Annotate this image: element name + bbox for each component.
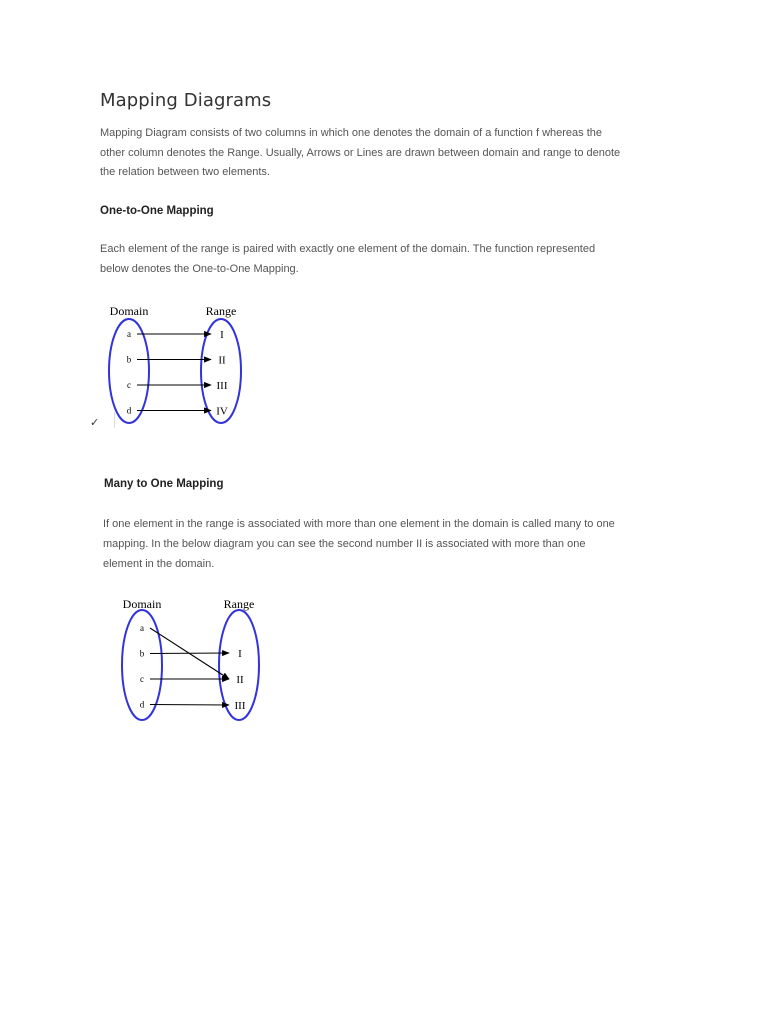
page-title: Mapping Diagrams bbox=[100, 90, 272, 111]
range-element: I bbox=[220, 329, 224, 341]
domain-element: c bbox=[127, 380, 131, 390]
range-element: IV bbox=[216, 405, 228, 418]
many-to-one-mapping-diagram bbox=[110, 592, 280, 732]
many-to-one-desc-line-2: mapping. In the below diagram you can see the second number II is associated with more than one bbox=[103, 538, 586, 550]
domain-header: Domain bbox=[109, 304, 149, 318]
range-element: I bbox=[238, 648, 242, 660]
mapping-svg bbox=[110, 592, 280, 732]
range-element: III bbox=[234, 700, 246, 712]
many-to-one-desc-line-1: If one element in the range is associated with more than one element in the domain is called many to one bbox=[103, 518, 615, 530]
intro-line-3: the relation between two elements. bbox=[100, 166, 270, 178]
many-to-one-heading: Many to One Mapping bbox=[104, 478, 224, 490]
intro-line-1: Mapping Diagram consists of two columns in which one denotes the domain of a function f whereas the bbox=[100, 127, 602, 139]
range-element: III bbox=[216, 380, 228, 392]
one-to-one-heading: One-to-One Mapping bbox=[100, 205, 214, 217]
range-element: II bbox=[236, 674, 244, 686]
one-to-one-desc-line-1: Each element of the range is paired with exactly one element of the domain. The function represented bbox=[100, 243, 596, 255]
intro-line-2: other column denotes the Range. Usually, Arrows or Lines are drawn between domain and range to denote bbox=[100, 147, 621, 159]
domain-header: Domain bbox=[122, 597, 162, 611]
one-to-one-mapping-diagram bbox=[100, 298, 260, 428]
range-header: Range bbox=[223, 597, 255, 611]
range-header: Range bbox=[205, 304, 237, 318]
range-element: II bbox=[218, 354, 226, 367]
one-to-one-desc-line-2: below denotes the One-to-One Mapping. bbox=[100, 263, 299, 275]
margin-divider bbox=[114, 412, 115, 428]
domain-element: b bbox=[139, 648, 145, 659]
mapping-svg bbox=[100, 298, 260, 428]
domain-element: d bbox=[139, 699, 145, 710]
domain-element: a bbox=[127, 329, 131, 339]
check-icon: ✓ bbox=[90, 416, 100, 429]
many-to-one-desc-line-3: element in the domain. bbox=[103, 558, 215, 570]
domain-element: c bbox=[140, 674, 144, 684]
domain-element: d bbox=[126, 405, 132, 416]
domain-element: b bbox=[126, 354, 132, 365]
mapping-arrow bbox=[150, 705, 229, 706]
mapping-arrow bbox=[150, 653, 229, 654]
domain-element: a bbox=[140, 623, 144, 633]
